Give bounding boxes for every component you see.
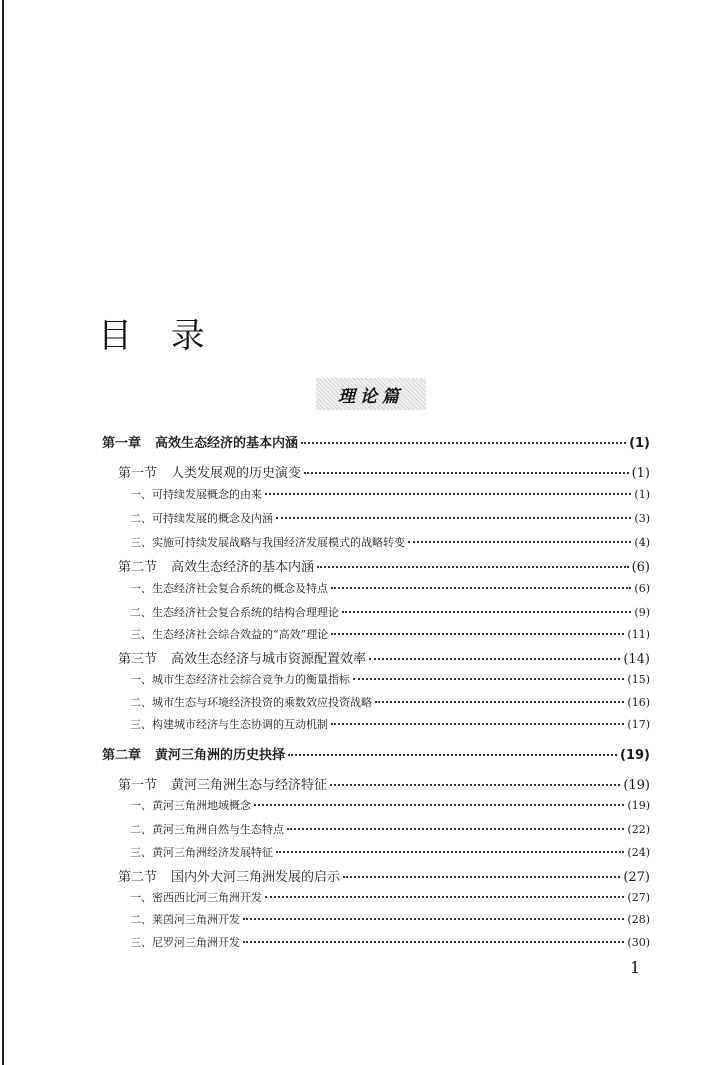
toc-entry-chapter bbox=[102, 432, 650, 451]
toc-entry-title: 高效生态经济与城市资源配置效率 bbox=[171, 652, 367, 667]
toc-entry-page: (11) bbox=[627, 628, 650, 641]
dot-leader bbox=[254, 803, 624, 806]
toc-entry-title: 二、城市生态与环境经济投资的乘数效应投资战略 bbox=[130, 696, 372, 709]
toc-entry-item bbox=[130, 486, 650, 502]
toc-entry-item bbox=[130, 911, 650, 927]
toc-entry-item bbox=[130, 797, 650, 813]
toc-entry-section bbox=[118, 866, 650, 885]
toc-entry-number: 第二节 bbox=[118, 870, 158, 885]
dot-leader bbox=[301, 441, 626, 444]
part-title: 理论篇 bbox=[316, 378, 426, 410]
toc-entry-item bbox=[130, 604, 650, 620]
toc-entry-item bbox=[130, 934, 650, 950]
toc-entry-number: 第一节 bbox=[118, 778, 158, 793]
toc-entry-page: (3) bbox=[634, 512, 650, 525]
toc-entry-title: 国内外大河三角洲发展的启示 bbox=[171, 870, 341, 885]
toc-entry-number: 第二章 bbox=[102, 748, 142, 763]
dot-leader bbox=[331, 586, 631, 589]
toc-entry-page: (17) bbox=[627, 718, 650, 731]
dot-leader bbox=[265, 895, 624, 898]
dot-leader bbox=[353, 677, 624, 680]
dot-leader bbox=[331, 722, 624, 725]
toc-entry-page: (1) bbox=[631, 466, 650, 481]
toc-entry-page: (6) bbox=[634, 582, 650, 595]
toc-entry-section bbox=[118, 774, 650, 793]
scan-edge-line bbox=[2, 0, 4, 1065]
dot-leader bbox=[369, 657, 620, 660]
toc-entry-page: (9) bbox=[634, 606, 650, 619]
toc-entry-item bbox=[130, 626, 650, 642]
toc-entry-item bbox=[130, 716, 650, 732]
toc-entry-page: (16) bbox=[627, 696, 650, 709]
toc-entry-title: 二、可持续发展的概念及内涵 bbox=[130, 512, 273, 525]
toc-entry-title: 一、生态经济社会复合系统的概念及特点 bbox=[130, 582, 328, 595]
toc-entry-title: 二、黄河三角洲自然与生态特点 bbox=[130, 823, 284, 836]
toc-entry-title: 二、莱茵河三角洲开发 bbox=[130, 913, 240, 926]
toc-entry-item bbox=[130, 821, 650, 837]
toc-entry-item bbox=[130, 671, 650, 687]
toc-entry-page: (30) bbox=[627, 936, 650, 949]
dot-leader bbox=[287, 827, 624, 830]
toc-entry-chapter bbox=[102, 744, 650, 763]
toc-entry-page: (19) bbox=[627, 799, 650, 812]
dot-leader bbox=[330, 783, 620, 786]
toc-entry-title: 二、生态经济社会复合系统的结构合理理论 bbox=[130, 606, 339, 619]
toc-entry-title: 高效生态经济的基本内涵 bbox=[155, 436, 299, 451]
toc-entry-title: 三、实施可持续发展战略与我国经济发展模式的战略转变 bbox=[130, 536, 405, 549]
toc-entry-page: (15) bbox=[627, 673, 650, 686]
toc-entry-title: 黄河三角洲生态与经济特征 bbox=[171, 778, 328, 793]
dot-leader bbox=[342, 610, 631, 613]
toc-entry-item bbox=[130, 694, 650, 710]
page-number: 1 bbox=[630, 958, 641, 977]
toc-entry-title: 三、黄河三角洲经济发展特征 bbox=[130, 846, 273, 859]
toc-entry-title: 一、黄河三角洲地域概念 bbox=[130, 799, 251, 812]
toc-entry-section bbox=[118, 648, 650, 667]
toc-entry-number: 第三节 bbox=[118, 652, 158, 667]
toc-entry-title: 一、可持续发展概念的由来 bbox=[130, 488, 262, 501]
dot-leader bbox=[304, 471, 629, 474]
toc-entry-number: 第一节 bbox=[118, 466, 158, 481]
dot-leader bbox=[276, 516, 631, 519]
toc-entry-page: (1) bbox=[634, 488, 650, 501]
toc-entry-page: (27) bbox=[623, 870, 650, 885]
toc-entry-page: (28) bbox=[627, 913, 650, 926]
toc-entry-page: (19) bbox=[620, 748, 650, 763]
toc-entry-page: (19) bbox=[623, 778, 650, 793]
dot-leader bbox=[343, 875, 620, 878]
toc-entry-page: (27) bbox=[627, 891, 650, 904]
toc-entry-page: (1) bbox=[629, 436, 650, 451]
dot-leader bbox=[288, 753, 617, 756]
toc-entry-page: (14) bbox=[623, 652, 650, 667]
dot-leader bbox=[375, 700, 624, 703]
toc-entry-title: 黄河三角洲的历史抉择 bbox=[155, 748, 286, 763]
page-title: 目 录 bbox=[98, 316, 219, 356]
toc-entry-item bbox=[130, 844, 650, 860]
toc-entry-page: (22) bbox=[627, 823, 650, 836]
toc-entry-title: 高效生态经济的基本内涵 bbox=[171, 560, 315, 575]
toc-entry-item bbox=[130, 889, 650, 905]
toc-entry-title: 人类发展观的历史演变 bbox=[171, 466, 302, 481]
dot-leader bbox=[276, 850, 624, 853]
dot-leader bbox=[243, 940, 624, 943]
toc-entry-page: (24) bbox=[627, 846, 650, 859]
toc-entry-title: 一、城市生态经济社会综合竞争力的衡量指标 bbox=[130, 673, 350, 686]
toc-entry-title: 三、生态经济社会综合效益的“高效”理论 bbox=[130, 628, 329, 641]
toc-entry-title: 三、构建城市经济与生态协调的互动机制 bbox=[130, 718, 328, 731]
toc-entry-item bbox=[130, 580, 650, 596]
toc-entry-title: 一、密西西比河三角洲开发 bbox=[130, 891, 262, 904]
toc-entry-page: (6) bbox=[631, 560, 650, 575]
toc-entry-number: 第一章 bbox=[102, 436, 142, 451]
toc-entry-page: (4) bbox=[634, 536, 650, 549]
toc-entry-number: 第二节 bbox=[118, 560, 158, 575]
toc-entry-item bbox=[130, 510, 650, 526]
dot-leader bbox=[317, 565, 629, 568]
dot-leader bbox=[265, 492, 631, 495]
toc-entry-section bbox=[118, 556, 650, 575]
dot-leader bbox=[243, 917, 624, 920]
toc-entry-title: 三、尼罗河三角洲开发 bbox=[130, 936, 240, 949]
toc-entry-item bbox=[130, 534, 650, 550]
toc-entry-section bbox=[118, 462, 650, 481]
dot-leader bbox=[408, 540, 631, 543]
dot-leader bbox=[331, 632, 624, 635]
